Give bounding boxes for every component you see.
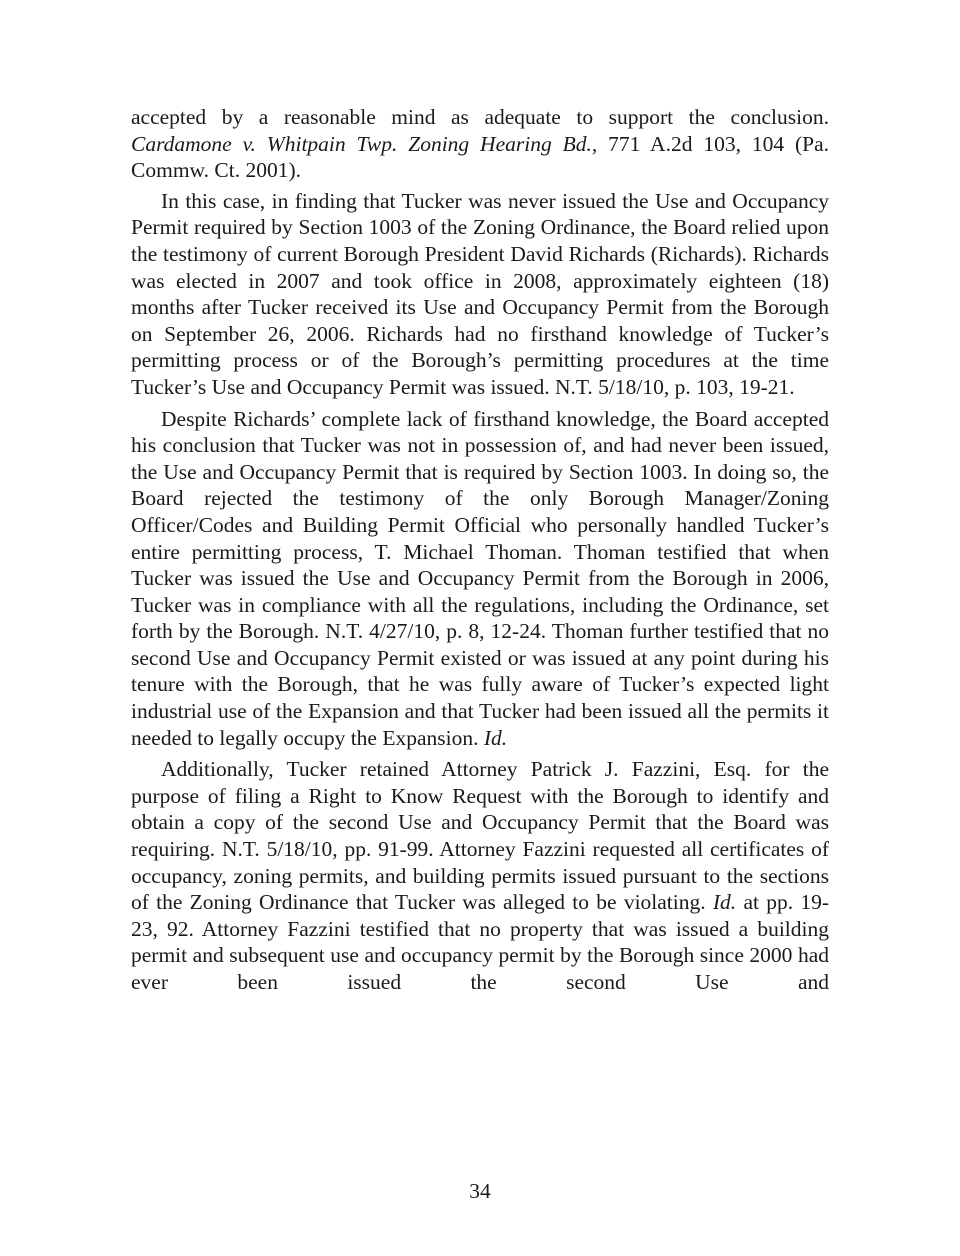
id-citation: Id. [483,725,508,750]
text-run: Additionally, Tucker retained Attorney Patrick J. Fazzini, Esq. for the purpose of filing a Right to Know Request with the Borough to identify and obtain a copy of the second Use and Occupancy Permit that the Board was requiring. N.T. 5/18/10, pp. 91-99. Attorney Fazzini requested all certificates of occupancy, zoning permits, and building permits issued pursuant to the sections of the Zoning Ordinance that Tucker was alleged to be violating. [131,757,829,915]
paragraph-fazzini [131,756,829,995]
case-citation: Cardamone v. Whitpain Twp. Zoning Hearing Bd. [131,131,592,156]
text-run: accepted by a reasonable mind as adequate to support the conclusion. [131,105,829,129]
paragraph-thoman [131,406,829,752]
page-number: 34 [469,1179,491,1203]
id-citation: Id. [712,890,737,915]
text-run: In this case, in finding that Tucker was never issued the Use and Occupancy Permit required by Section 1003 of the Zoning Ordinance, the Board relied upon the testimony of current Borough President David Richards (Richards). Richards was elected in 2007 and took office in 2008, approximately eighteen (18) months after Tucker received its Use and Occupancy Permit from the Borough on September 26, 2006. Richards had no firsthand knowledge of Tucker’s permitting process or of the Borough’s permitting procedures at the time Tucker’s Use and Occupancy Permit was issued. N.T. 5/18/10, p. 103, 19-21. [131,188,829,399]
text-run: at pp. 19-23, 92. Attorney Fazzini testified that no property that was issued a building permit and subsequent use and occupancy permit by the Borough since 2000 had ever been issued the second Use and [131,890,829,994]
paragraph-richards [131,188,829,401]
paragraph-continuation [131,104,829,184]
body-text [131,104,829,996]
text-run: , 771 A.2d 103, 104 (Pa. Commw. Ct. 2001). [131,131,829,183]
text-run: Despite Richards’ complete lack of firsthand knowledge, the Board accepted his conclusion that Tucker was not in possession of, and had never been issued, the Use and Occupancy Permit that is required by Section 1003. In doing so, the Board rejected the testimony of the only Borough Manager/Zoning Officer/Codes and Building Permit Official who personally handled Tucker’s entire permitting process, T. Michael Thoman. Thoman testified that when Tucker was issued the Use and Occupancy Permit from the Borough in 2006, Tucker was in compliance with all the regulations, including the Ordinance, set forth by the Borough. N.T. 4/27/10, p. 8, 12-24. Thoman further testified that no second Use and Occupancy Permit existed or was issued at any point during his tenure with the Borough, that he was fully aware of Tucker’s expected light industrial use of the Expansion and that Tucker had been issued all the permits it needed to legally occupy the Expansion. [131,406,829,750]
